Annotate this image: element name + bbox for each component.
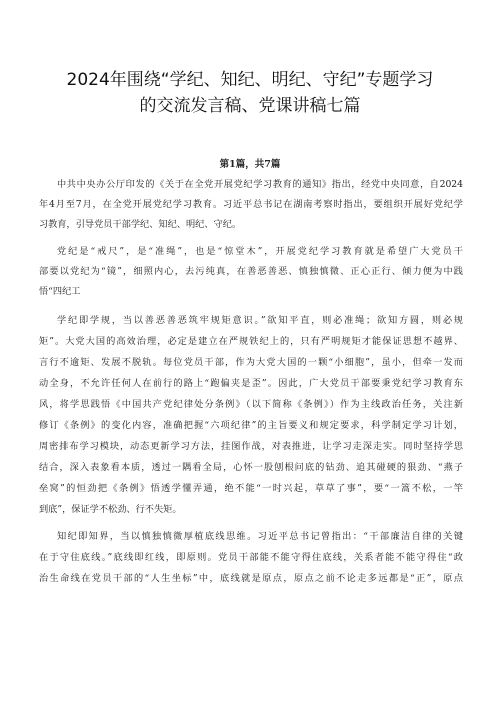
document-title-line-2: 的交流发言稿、党课讲稿七篇	[139, 96, 361, 116]
paragraph-3-line-7: 周密排布学习模块，动态更新学习方法，挂图作战，对表推进，让学习走深走实。同时坚持学思	[39, 441, 463, 452]
paragraph-3-line-1: 学纪即学规，当以善恶善恶筑牢规矩意识。”欲知平直，则必准绳；欲知方圆，则必规	[57, 315, 463, 326]
page-info: 第1篇，共7篇	[219, 159, 281, 170]
paragraph-1-line-1: 中共中央办公厅印发的《关于在全党开展党纪学习教育的通知》指出，经党中央同意，自2024	[57, 179, 463, 190]
paragraph-2-line-2: 部要以党纪为“镜”，细照内心，去污纯真，在善恶善恶、慎独慎微、正心正行、倾力便为中践	[39, 266, 463, 277]
paragraph-2-line-1: 党纪是“戒尺”，是“准绳”，也是“惊堂木”，开展党纪学习教育就是希望广大党员干	[57, 246, 463, 257]
paragraph-2-line-3: 悟“四纪工	[39, 286, 81, 297]
paragraph-4-line-1: 知纪即知界，当以慎独慎微厚植底线思维。习近平总书记曾指出：“干部廉洁自律的关键	[57, 531, 463, 542]
paragraph-4-line-3: 治生命线在党员干部的“人生坐标”中，底线就是原点，原点之前不论走多远都是“正”，原点	[39, 573, 463, 584]
paragraph-3-line-4: 动全身，不允许任何人在前行的路上“跑偏夹是歪”。因此，广大党员干部要秉党纪学习教育东	[39, 378, 463, 389]
paragraph-3-line-3: 言行不逾矩、发展不脱轨。每位党员干部，作为大党大国的一颗“小细胞”，虽小，但牵一发而	[39, 357, 463, 368]
document-title-line-1: 2024年围绕“学纪、知纪、明纪、守纪”专题学习	[66, 70, 434, 90]
paragraph-3-line-5: 风，将学思践悟《中国共产党纪律处分条例》（以下简称《条例》）作为主线政治任务，关注新	[39, 399, 463, 410]
paragraph-3-line-6: 修订《条例》的变化内容，准确把握“六项纪律”的主旨要义和规定要求，科学制定学习计划，	[39, 420, 463, 431]
paragraph-4-line-2: 在于守住底线。”底线即红线，即原则。党员干部能不能守得住底线，关系者能不能守得住“政	[39, 552, 463, 563]
paragraph-3-line-10: 到底”，保证学不松劲、行不失矩。	[39, 504, 182, 515]
paragraph-1-line-2: 年4月至7月，在全党开展党纪学习教育。习近平总书记在湖南考察时指出，要组织开展好党纪学	[39, 199, 463, 210]
paragraph-1-line-3: 习教育，引导党员干部学纪、知纪、明纪、守纪。	[39, 219, 242, 230]
paragraph-3-line-2: 矩”。大党大国的高效治理，必定是建立在严规铁纪上的，只有严明规矩才能保证思想不越界、	[39, 336, 463, 347]
paragraph-3-line-8: 结合，深入表象看本质，透过一隅看全局，心怀一股刨根问底的钻劲、追其碰硬的狠劲、“燕子	[39, 462, 463, 473]
paragraph-3-line-9: 垒窝”的恒劲把《条例》悟透学懂弄通，绝不能“一时兴起，草草了事”，要“一篙不松，一竿	[39, 483, 463, 494]
